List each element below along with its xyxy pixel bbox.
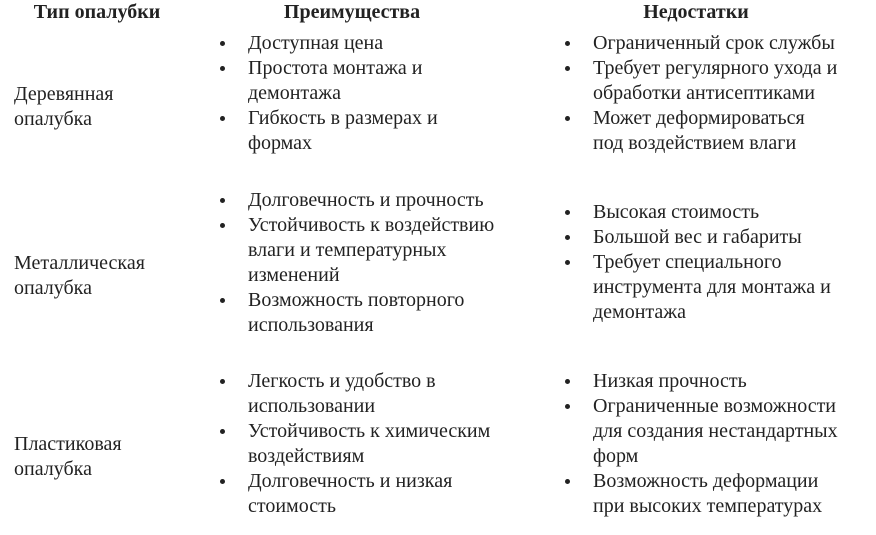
list-item xyxy=(593,106,873,156)
row-wooden-disadvantages xyxy=(593,31,873,156)
item-line: обработки антисептиками xyxy=(593,82,815,104)
item-line: изменений xyxy=(248,264,340,286)
header-advantages: Преимущества xyxy=(283,1,421,23)
item-line: Легкость и удобство в xyxy=(248,370,436,392)
item-line: Требует регулярного ухода и xyxy=(593,57,838,79)
row-plastic-disadvantages xyxy=(593,369,873,519)
list-item xyxy=(593,31,873,56)
header-disadvantages: Недостатки xyxy=(643,1,749,23)
list-item xyxy=(593,369,873,394)
item-line: Требует специального xyxy=(593,251,782,273)
row-metal-disadvantages xyxy=(593,200,873,325)
list-item xyxy=(593,200,873,225)
item-line: использовании xyxy=(248,395,376,417)
item-line: демонтажа xyxy=(248,82,341,104)
list-item xyxy=(248,213,538,288)
row-metal-advantages xyxy=(248,188,538,338)
item-line: воздействиям xyxy=(248,445,365,467)
item-line: под воздействием влаги xyxy=(593,132,797,154)
item-line: форм xyxy=(593,445,639,467)
type-line: Деревянная xyxy=(14,83,114,105)
type-line: опалубка xyxy=(14,108,92,130)
type-line: Пластиковая xyxy=(14,433,122,455)
item-line: Устойчивость к воздействию xyxy=(248,214,495,236)
item-line: Устойчивость к химическим xyxy=(248,420,491,442)
item-line: формах xyxy=(248,132,313,154)
item-line: Ограниченные возможности xyxy=(593,395,837,417)
list-item xyxy=(593,394,873,469)
type-line: Металлическая xyxy=(14,252,145,274)
list-item xyxy=(593,225,873,250)
item-line: стоимость xyxy=(248,495,336,517)
item-line: Может деформироваться xyxy=(593,107,805,129)
list-item xyxy=(248,31,538,56)
list-item xyxy=(248,188,538,213)
row-wooden-type xyxy=(14,82,204,132)
item-line: Большой вес и габариты xyxy=(593,226,802,248)
row-wooden-advantages xyxy=(248,31,538,156)
list-item xyxy=(248,288,538,338)
row-plastic-advantages xyxy=(248,369,538,519)
item-line: Простота монтажа и xyxy=(248,57,423,79)
list-item xyxy=(593,469,873,519)
row-plastic-type xyxy=(14,432,204,482)
item-line: демонтажа xyxy=(593,301,686,323)
item-line: Низкая прочность xyxy=(593,370,747,392)
item-line: для создания нестандартных xyxy=(593,420,838,442)
item-line: влаги и температурных xyxy=(248,239,447,261)
item-line: Гибкость в размерах и xyxy=(248,107,438,129)
item-line: Ограниченный срок службы xyxy=(593,32,835,54)
list-item xyxy=(248,419,538,469)
item-line: Долговечность и низкая xyxy=(248,470,453,492)
item-line: при высоких температурах xyxy=(593,495,823,517)
item-line: Доступная цена xyxy=(248,32,384,54)
item-line: инструмента для монтажа и xyxy=(593,276,831,298)
list-item xyxy=(248,469,538,519)
item-line: Долговечность и прочность xyxy=(248,189,484,211)
list-item xyxy=(593,56,873,106)
item-line: Высокая стоимость xyxy=(593,201,760,223)
row-metal-type xyxy=(14,251,204,301)
type-line: опалубка xyxy=(14,458,92,480)
list-item xyxy=(248,106,538,156)
list-item xyxy=(248,56,538,106)
item-line: Возможность деформации xyxy=(593,470,819,492)
item-line: использования xyxy=(248,314,374,336)
list-item xyxy=(593,250,873,325)
list-item xyxy=(248,369,538,419)
item-line: Возможность повторного xyxy=(248,289,465,311)
type-line: опалубка xyxy=(14,277,92,299)
header-type: Тип опалубки xyxy=(33,1,161,23)
